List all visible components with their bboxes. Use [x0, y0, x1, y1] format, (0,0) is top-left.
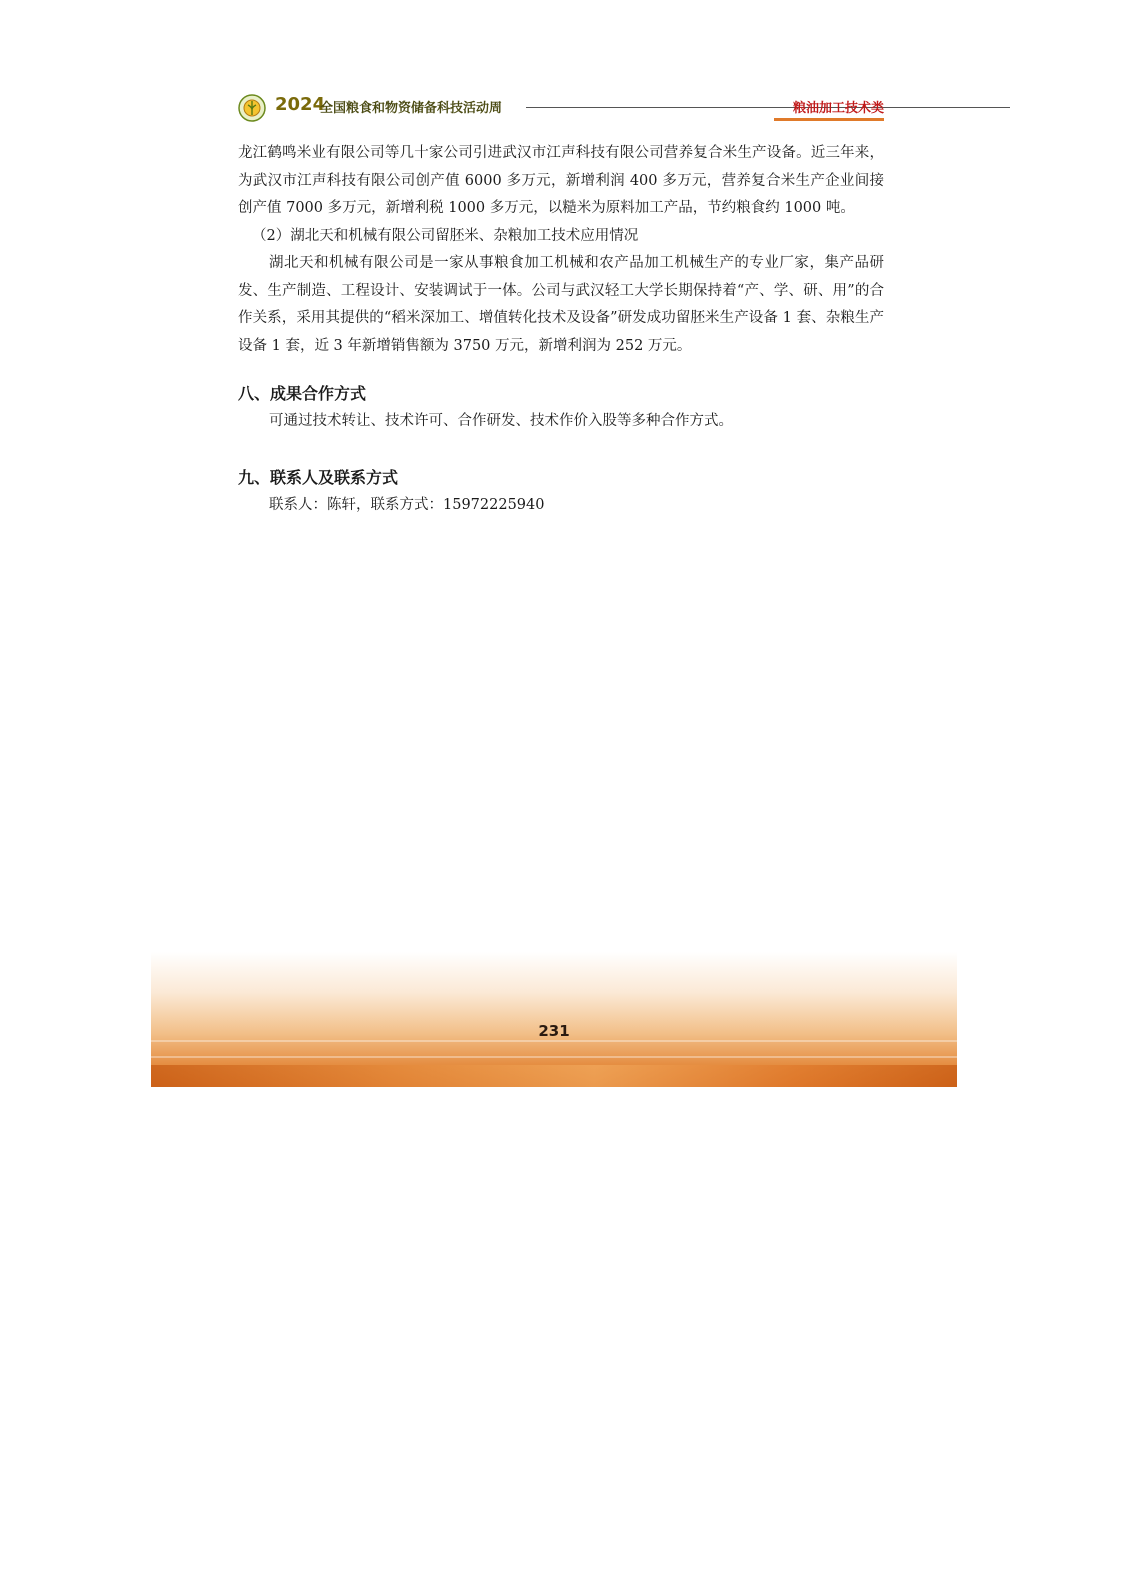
section-9-text: 联系人：陈轩，联系方式：15972225940	[269, 496, 545, 513]
paragraph-2: 湖北天和机械有限公司是一家从事粮食加工机械和农产品加工机械生产的专业厂家，集产品研发、生产制造、工程设计、安装调试于一体。公司与武汉轻工大学长期保持着“产、学、研、用”的合作关系，采用其提供的“稻米深加工、增值转化技术及设备”研发成功留胚米生产设备 1 套、杂粮生产设备 1 套，近 3 年新增销售额为 3750 万元，新增利润为 252 万元。	[238, 255, 884, 354]
sub-heading: （2）湖北天和机械有限公司留胚米、杂粮加工技术应用情况	[252, 227, 639, 244]
section-8-heading: 八、成果合作方式	[238, 384, 367, 403]
section-9-heading: 九、联系人及联系方式	[238, 467, 399, 487]
section-8-text: 可通过技术转让、技术许可、合作研发、技术作价入股等多种合作方式。	[269, 413, 733, 429]
header-divider	[526, 107, 1010, 108]
page-content	[238, 140, 884, 519]
grain-emblem-icon	[238, 94, 266, 122]
header-category-underline	[774, 118, 884, 121]
page-number: 231	[538, 1022, 570, 1040]
footer-stripe	[151, 1040, 957, 1042]
page-footer	[151, 952, 957, 1087]
header-year: 2024	[275, 94, 326, 115]
header-title: 全国粮食和物资储备科技活动周	[320, 101, 503, 116]
paragraph-1: 龙江鹤鸣米业有限公司等几十家公司引进武汉市江声科技有限公司营养复合米生产设备。近三年来，为武汉市江声科技有限公司创产值 6000 多万元，新增利润 400 多万元，营养复合米生产企业间接创产值 7000 多万元，新增利税 1000 多万元，以糙米为原料加工产品，节约粮食约 1000 吨。	[238, 145, 884, 216]
page-header	[238, 92, 884, 126]
footer-stripe	[151, 1056, 957, 1058]
footer-band	[151, 1065, 957, 1087]
header-category: 粮油加工技术类	[792, 101, 884, 116]
